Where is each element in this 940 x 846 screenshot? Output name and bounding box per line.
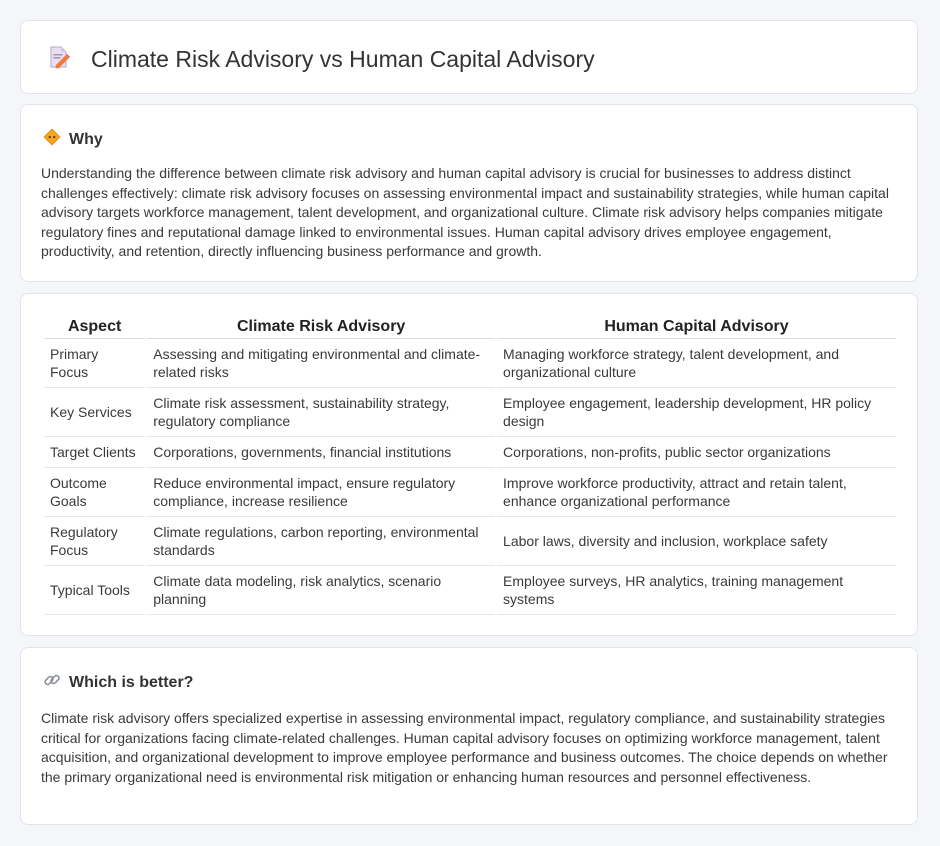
title-card [20,20,918,94]
table-cell: Labor laws, diversity and inclusion, workplace safety [497,517,896,566]
comparison-table-card [20,293,918,636]
table-row [44,437,896,468]
table-row [44,388,896,437]
table-row [44,566,896,615]
why-heading-row [43,128,103,151]
table-cell: Primary Focus [44,339,145,388]
which-is-better-card [20,647,918,825]
better-heading: Which is better? [69,673,194,691]
table-row [44,517,896,566]
document-edit-icon [47,45,71,74]
table-cell: Target Clients [44,437,145,468]
better-heading-row [43,671,193,694]
why-card [20,104,918,282]
comparison-table [42,316,898,615]
table-cell: Typical Tools [44,566,145,615]
table-cell: Improve workforce productivity, attract and retain talent, enhance organizational performance [497,468,896,517]
table-cell: Climate risk assessment, sustainability strategy, regulatory compliance [147,388,495,437]
table-row [44,468,896,517]
link-icon [43,671,61,694]
table-cell: Climate regulations, carbon reporting, environmental standards [147,517,495,566]
table-cell: Climate data modeling, risk analytics, scenario planning [147,566,495,615]
table-header-row [44,316,896,339]
table-cell: Regulatory Focus [44,517,145,566]
table-cell: Assessing and mitigating environmental and climate-related risks [147,339,495,388]
page-title: Climate Risk Advisory vs Human Capital Advisory [91,46,595,72]
column-header-climate-risk: Climate Risk Advisory [147,316,495,339]
column-header-human-capital: Human Capital Advisory [497,316,896,339]
why-body: Understanding the difference between climate risk advisory and human capital advisory is crucial for businesses to address distinct challenges effectively: climate risk advisory focuses on assessing environmental impact and sustainability strategies, while human capital advisory targets workforce management, talent development, and organizational culture. Climate risk advisory helps companies mitigate regulatory fines and reputational damage linked to environmental issues. Human capital advisory drives employee engagement, productivity, and retention, directly influencing business performance and growth. [41,165,889,260]
table-cell: Outcome Goals [44,468,145,517]
better-body: Climate risk advisory offers specialized expertise in assessing environmental impact, regulatory compliance, and sustainability strategies critical for organizations facing climate-related challenges. Human capital advisory focuses on optimizing workforce management, talent acquisition, and organizational development to improve employee performance and business outcomes. The choice depends on whether the primary organizational need is environmental risk mitigation or enhancing human resources and personnel effectiveness. [41,710,888,785]
table-cell: Corporations, governments, financial institutions [147,437,495,468]
table-cell: Reduce environmental impact, ensure regulatory compliance, increase resilience [147,468,495,517]
table-cell: Key Services [44,388,145,437]
table-cell: Managing workforce strategy, talent development, and organizational culture [497,339,896,388]
title-row [47,45,595,74]
table-cell: Employee surveys, HR analytics, training management systems [497,566,896,615]
column-header-aspect: Aspect [44,316,145,339]
table-cell: Corporations, non-profits, public sector organizations [497,437,896,468]
table-row [44,339,896,388]
table-cell: Employee engagement, leadership development, HR policy design [497,388,896,437]
diamond-sign-icon [43,128,61,151]
why-heading: Why [69,130,103,148]
